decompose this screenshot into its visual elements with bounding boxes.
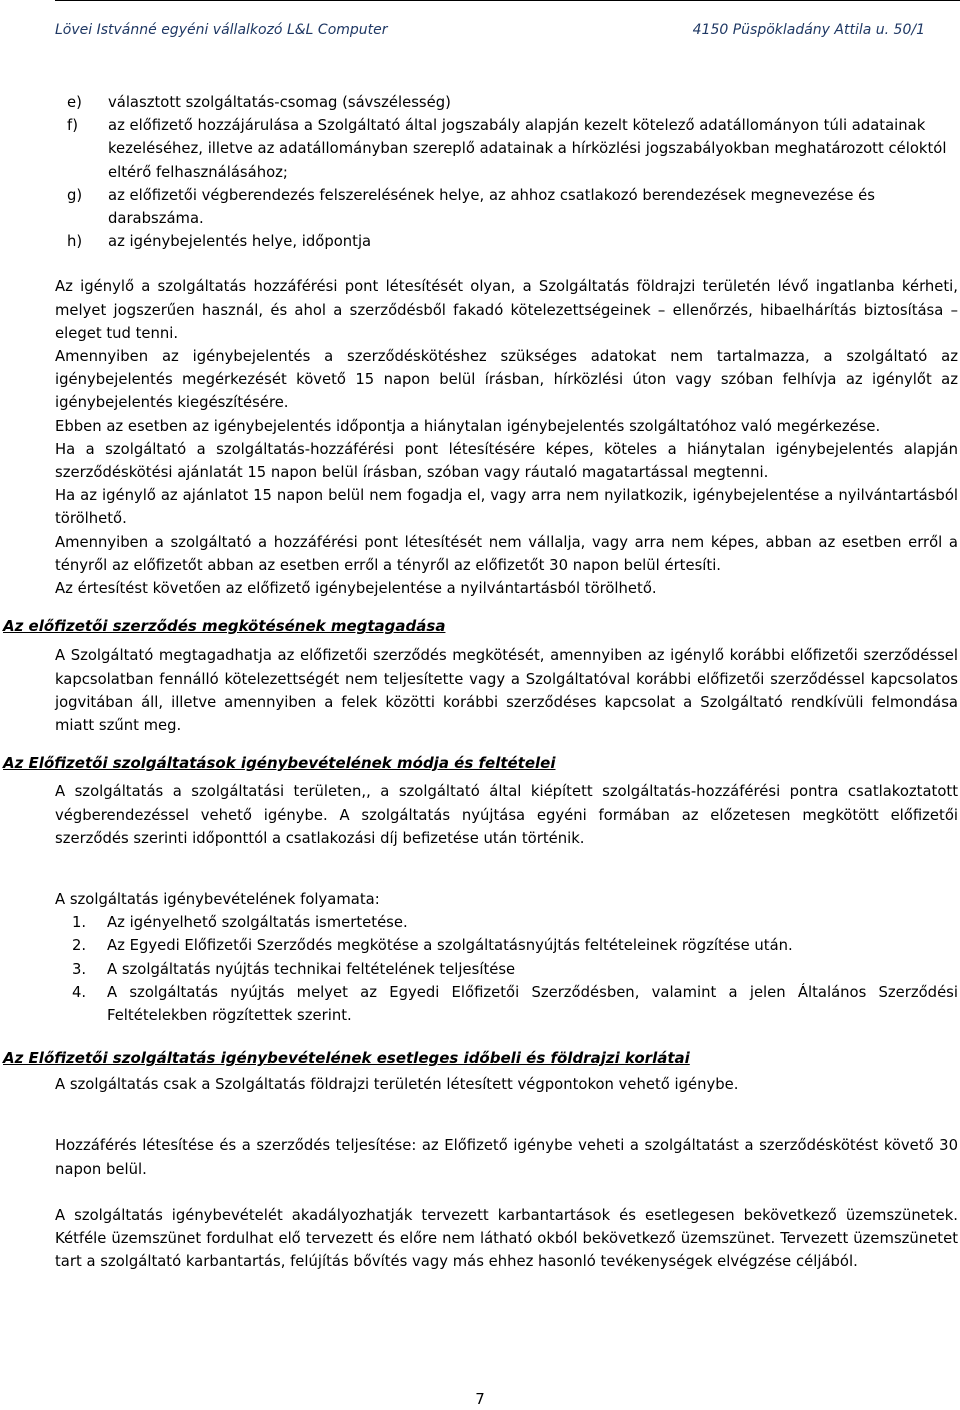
list-item-text: A szolgáltatás nyújtás technikai feltételének teljesítése bbox=[107, 960, 516, 978]
list-item-text: Az Egyedi Előfizetői Szerződés megkötése a szolgáltatásnyújtás feltételeinek rögzítése után. bbox=[107, 937, 793, 955]
header-rule bbox=[55, 0, 960, 1]
paragraph: Amennyiben az igénybejelentés a szerződéskötéshez szükséges adatokat nem tartalmazza, a szolgáltató az igénybejelentés megérkezését követő 15 napon belül írásban, hírközlési úton vagy szóban felhívja az igénylőt az igénybejelentés kiegészítésére. bbox=[55, 348, 958, 412]
paragraph: Amennyiben a szolgáltató a hozzáférési pont létesítését nem vállalja, vagy arra nem képes, abban az esetben erről a tényről az előfizetőt abban az esetben erről a tényről az előfizetőt 30 napon belül értesíti. bbox=[55, 533, 958, 574]
list-marker: f) bbox=[67, 117, 78, 135]
list-item-text: az igénybejelentés helye, időpontja bbox=[108, 233, 372, 251]
list-item bbox=[55, 184, 958, 230]
list-item bbox=[55, 981, 958, 1027]
paragraph: Ha az igénylő az ajánlatot 15 napon belül nem fogadja el, vagy arra nem nyilatkozik, igénybejelentése a nyilvántartásból törölhető. bbox=[55, 487, 958, 528]
list-item bbox=[55, 230, 958, 253]
paragraph: Ha a szolgáltató a szolgáltatás-hozzáférési pont létesítésére képes, köteles a hiánytalan igénybejelentés alapján szerződéskötési ajánlatát 15 napon belül írásban, szóban vagy ráutaló magatartással megtenni. bbox=[55, 440, 958, 482]
paragraph: Az értesítést követően az előfizető igénybejelentése a nyilvántartásból törölhető. bbox=[55, 580, 657, 598]
list-item bbox=[55, 958, 958, 981]
list-marker: 4. bbox=[72, 983, 87, 1001]
list-item-text: az előfizetői végberendezés felszerelésének helye, az ahhoz csatlakozó berendezések megnevezése és darabszáma. bbox=[108, 186, 875, 228]
paragraph: Az igénylő a szolgáltatás hozzáférési pont létesítését olyan, a Szolgáltatás földrajzi területén lévő ingatlanba kérheti, melyet jogszerűen használ, és ahol a szerződésből fakadó kötelezettségeinek – ellenőrzés, hibaelhárítás biztosítása – eleget tud tenni. bbox=[55, 278, 958, 342]
paragraph: Ebben az esetben az igénybejelentés időpontja a hiánytalan igénybejelentés szolgáltatóhoz való megérkezése. bbox=[55, 417, 881, 435]
paragraph: Hozzáférés létesítése és a szerződés teljesítése: az Előfizető igénybe veheti a szolgáltatást a szerződéskötést követő 30 napon belül. bbox=[55, 1137, 958, 1178]
list-marker: g) bbox=[67, 186, 83, 204]
section-heading: Az Előfizetői szolgáltatás igénybevételének esetleges időbeli és földrajzi korlátai bbox=[3, 1049, 690, 1068]
paragraph: A szolgáltatás a szolgáltatási területen,, a szolgáltató által kiépített szolgáltatás-hozzáférési pontra csatlakoztatott végberendezéssel vehető igénybe. A szolgáltatás nyújtása egyéni formában az előzetesen megkötött előfizetői szerződés szerinti időponttól a csatlakozási díj befizetése után történik. bbox=[55, 783, 958, 847]
list-item-text: Az igényelhető szolgáltatás ismertetése. bbox=[107, 914, 408, 932]
list-marker: e) bbox=[67, 94, 82, 111]
header-address: 4150 Püspökladány Attila u. 50/1 bbox=[692, 22, 925, 38]
list-item-text: A szolgáltatás nyújtás melyet az Egyedi Előfizetői Szerződésben, valamint a jelen Általános Szerződési Feltételekben rögzítettek szerint. bbox=[107, 983, 958, 1024]
list-marker: 1. bbox=[72, 914, 87, 932]
section-heading: Az Előfizetői szolgáltatások igénybevételének módja és feltételei bbox=[3, 754, 556, 773]
document-body bbox=[3, 91, 958, 1273]
page-header bbox=[55, 22, 925, 44]
numbered-list bbox=[55, 911, 958, 1027]
paragraph: A szolgáltatás csak a Szolgáltatás földrajzi területén létesített végpontokon vehető igénybe. bbox=[55, 1076, 739, 1094]
list-item-text: választott szolgáltatás-csomag (sávszélesség) bbox=[108, 94, 451, 111]
list-marker: 2. bbox=[72, 937, 87, 955]
lettered-list bbox=[55, 91, 958, 253]
list-item bbox=[55, 911, 958, 934]
header-company: Lövei Istvánné egyéni vállalkozó L&L Computer bbox=[55, 22, 388, 38]
list-item bbox=[55, 91, 958, 114]
paragraph: A szolgáltatás igénybevételét akadályozhatják tervezett karbantartások és esetlegesen bekövetkező üzemszünetek. Kétféle üzemszünet fordulhat elő tervezett és előre nem látható okból bekövetkező üzemszünet. Tervezett üzemszünetet tart a szolgáltató karbantartás, felújítás bővítés vagy más ehhez hasonló tevékenységek elvégzése céljából. bbox=[55, 1206, 958, 1271]
list-item-text: az előfizető hozzájárulása a Szolgáltató által jogszabály alapján kezelt kötelező adatállományon túli adatainak kezeléséhez, illetve az adatállományban szereplő adatainak a hírközlési jogszabályokban meghatározott céloktól eltérő felhasználásához; bbox=[108, 117, 947, 181]
paragraph: A Szolgáltató megtagadhatja az előfizetői szerződés megkötését, amennyiben az igénylő korábbi előfizetői szerződéssel kapcsolatban fennálló kötelezettségét nem teljesítette vagy a Szolgáltatóval korábbi előfizetői szerződéssel kapcsolatos jogvitában áll, illetve amennyiben a felek közötti korábbi szerződéses kapcsolat a Szolgáltató rendkívüli felmondása miatt szűnt meg. bbox=[55, 647, 958, 735]
list-marker: 3. bbox=[72, 960, 87, 978]
section-heading: Az előfizetői szerződés megkötésének megtagadása bbox=[3, 617, 446, 636]
page-number: 7 bbox=[475, 1390, 485, 1408]
list-item bbox=[55, 114, 958, 184]
list-marker: h) bbox=[67, 233, 83, 251]
list-item bbox=[55, 934, 958, 957]
process-title: A szolgáltatás igénybevételének folyamata: bbox=[55, 890, 380, 908]
